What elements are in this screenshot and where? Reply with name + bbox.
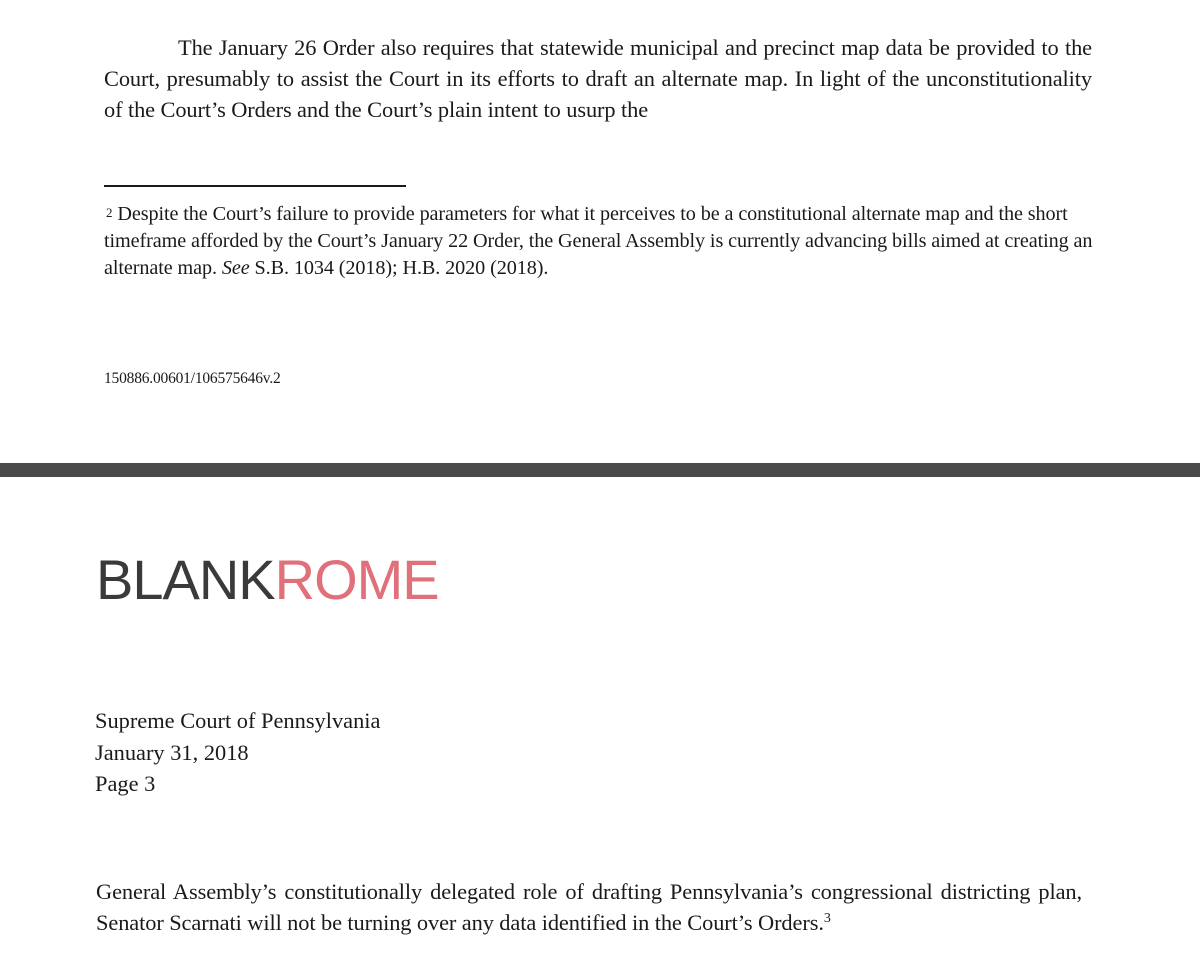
header-page-number: Page 3 — [95, 771, 156, 796]
citation-signal: See — [221, 257, 250, 279]
header-date: January 31, 2018 — [95, 739, 249, 765]
page-divider — [0, 463, 1200, 477]
footnote-text-before-signal: Despite the Court’s failure to provide parameters for what it perceives to be a constitutional alternate map and the short timeframe afforded by the Court’s January 22 Order, the General Assembly is currently advancing bills aimed at creating an alternate map. — [104, 203, 1093, 279]
footnote-text-after-signal: S.B. 1034 (2018); H.B. 2020 (2018). — [249, 257, 549, 279]
footnote-separator — [104, 185, 406, 187]
paragraph-text: General Assembly’s constitutionally delegated role of drafting Pennsylvania’s congressional districting plan, Senator Scarnati will not be turning over any data identified in the Court’s Orders. — [96, 879, 1082, 935]
letter-page-header — [95, 705, 380, 800]
paragraph-text: The January 26 Order also requires that statewide municipal and precinct map data be provided to the Court, presumably to assist the Court in its efforts to draft an alternate map. In light of the unconstitutionality of the Court’s Orders and the Court’s plain intent to usurp the — [104, 35, 1092, 122]
footnote-reference-3: 3 — [823, 911, 831, 926]
document-page-top — [0, 0, 1200, 463]
firm-logo — [96, 548, 439, 611]
footnote-2 — [104, 201, 1096, 282]
body-paragraph-continuation — [96, 876, 1082, 938]
header-addressee: Supreme Court of Pennsylvania — [95, 708, 381, 733]
logo-text-rome: ROME — [274, 548, 439, 611]
body-paragraph-continued — [104, 32, 1092, 125]
footnote-number: 2 — [106, 205, 113, 220]
logo-text-blank: BLANK — [96, 548, 275, 611]
document-id: 150886.00601/106575646v.2 — [104, 370, 281, 387]
